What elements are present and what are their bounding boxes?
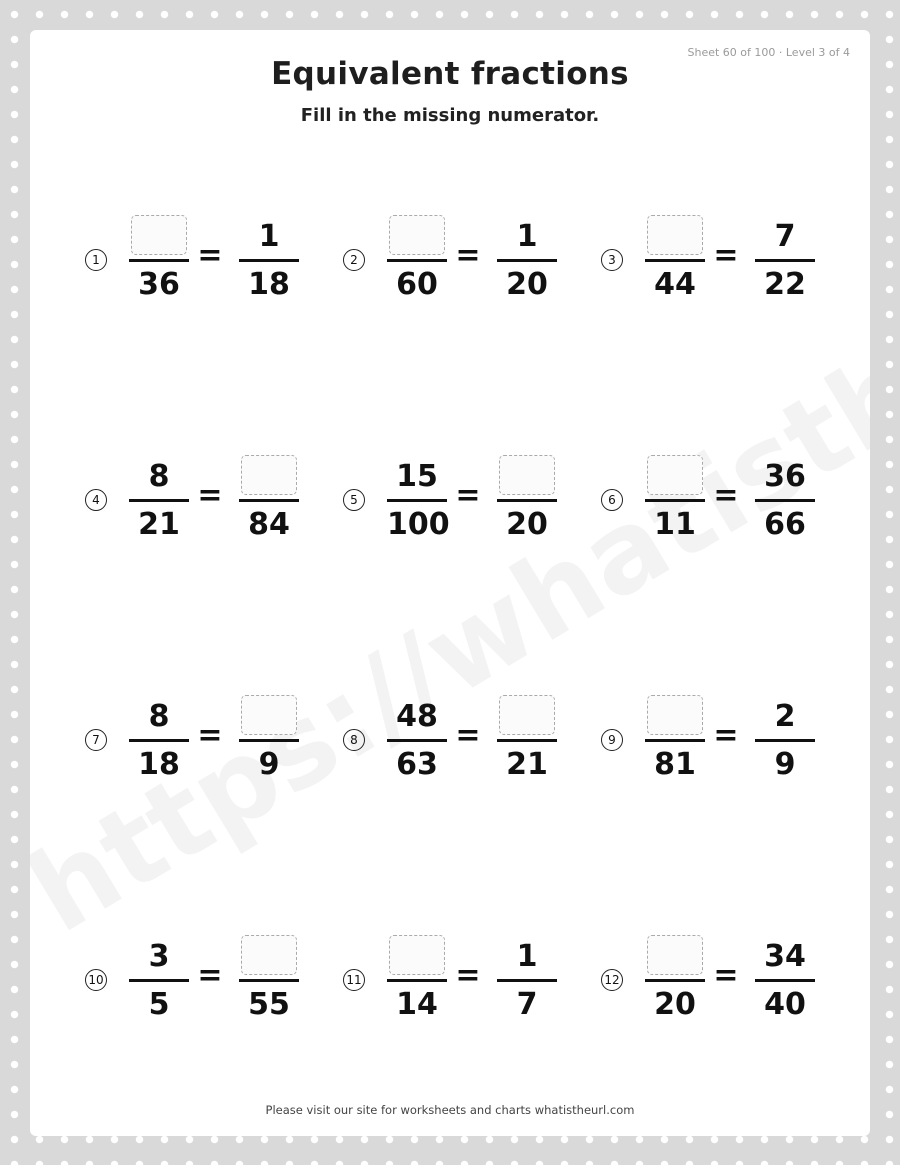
- denominator: 55: [248, 987, 290, 1022]
- right-fraction: [239, 450, 299, 550]
- numerator: 1: [516, 219, 538, 254]
- fraction-bar: [755, 259, 815, 262]
- answer-box[interactable]: [647, 455, 703, 495]
- left-fraction: [129, 690, 189, 790]
- fraction-bar: [497, 259, 557, 262]
- problem-7: [85, 690, 325, 790]
- problem-number: 7: [85, 729, 107, 751]
- denominator: 20: [506, 507, 548, 542]
- fraction-bar: [129, 499, 189, 502]
- problem-number: 12: [601, 969, 623, 991]
- problem-number: 4: [85, 489, 107, 511]
- denominator: 18: [248, 267, 290, 302]
- denominator: 20: [506, 267, 548, 302]
- denominator: 21: [138, 507, 180, 542]
- equals-sign: =: [455, 478, 481, 513]
- denominator: 84: [248, 507, 290, 542]
- fraction-bar: [755, 979, 815, 982]
- equals-sign: =: [713, 718, 739, 753]
- equals-sign: =: [713, 238, 739, 273]
- fraction-bar: [645, 739, 705, 742]
- denominator: 9: [258, 747, 280, 782]
- answer-box[interactable]: [389, 215, 445, 255]
- equals-sign: =: [197, 478, 223, 513]
- left-fraction: [645, 930, 705, 1030]
- denominator: 5: [148, 987, 170, 1022]
- footer-text: Please visit our site for worksheets and charts whatistheurl.com: [265, 1103, 635, 1117]
- left-fraction: [645, 690, 705, 790]
- numerator: 8: [148, 699, 170, 734]
- numerator: 15: [396, 459, 438, 494]
- fraction-bar: [645, 979, 705, 982]
- denominator: 14: [396, 987, 438, 1022]
- answer-box[interactable]: [647, 215, 703, 255]
- sheet-info: Sheet 60 of 100 · Level 3 of 4: [687, 46, 850, 59]
- right-fraction: [497, 210, 557, 310]
- fraction-bar: [239, 499, 299, 502]
- right-fraction: [755, 690, 815, 790]
- denominator: 20: [654, 987, 696, 1022]
- fraction-bar: [239, 259, 299, 262]
- fraction-bar: [129, 259, 189, 262]
- numerator: 2: [774, 699, 796, 734]
- answer-box[interactable]: [241, 935, 297, 975]
- problem-6: [601, 450, 841, 550]
- equals-sign: =: [197, 718, 223, 753]
- numerator: 34: [764, 939, 806, 974]
- denominator: 60: [396, 267, 438, 302]
- problem-number: 6: [601, 489, 623, 511]
- equals-sign: =: [713, 958, 739, 993]
- equals-sign: =: [197, 238, 223, 273]
- fraction-bar: [387, 739, 447, 742]
- denominator: 81: [654, 747, 696, 782]
- denominator: 22: [764, 267, 806, 302]
- worksheet-page: [30, 30, 870, 1136]
- answer-box[interactable]: [647, 695, 703, 735]
- problem-1: [85, 210, 325, 310]
- right-fraction: [755, 930, 815, 1030]
- right-fraction: [497, 450, 557, 550]
- answer-box[interactable]: [499, 695, 555, 735]
- equals-sign: =: [713, 478, 739, 513]
- page-title: Equivalent fractions: [271, 56, 629, 92]
- problem-8: [343, 690, 583, 790]
- left-fraction: [129, 450, 189, 550]
- problem-number: 9: [601, 729, 623, 751]
- fraction-bar: [129, 739, 189, 742]
- left-fraction: [387, 930, 447, 1030]
- numerator: 36: [764, 459, 806, 494]
- fraction-bar: [755, 499, 815, 502]
- denominator: 9: [774, 747, 796, 782]
- watermark: [30, 332, 870, 958]
- denominator: 40: [764, 987, 806, 1022]
- problem-number: 11: [343, 969, 365, 991]
- problem-number: 10: [85, 969, 107, 991]
- problem-number: 3: [601, 249, 623, 271]
- left-fraction: [129, 930, 189, 1030]
- problem-number: 1: [85, 249, 107, 271]
- right-fraction: [755, 210, 815, 310]
- left-fraction: [129, 210, 189, 310]
- problem-12: [601, 930, 841, 1030]
- instructions: Fill in the missing numerator.: [300, 105, 600, 126]
- denominator: 21: [506, 747, 548, 782]
- numerator: 1: [516, 939, 538, 974]
- problem-5: [343, 450, 583, 550]
- problem-4: [85, 450, 325, 550]
- numerator: 48: [396, 699, 438, 734]
- fraction-bar: [239, 739, 299, 742]
- denominator: 66: [764, 507, 806, 542]
- fraction-bar: [239, 979, 299, 982]
- right-fraction: [239, 690, 299, 790]
- equals-sign: =: [455, 238, 481, 273]
- answer-box[interactable]: [647, 935, 703, 975]
- left-fraction: [387, 210, 447, 310]
- fraction-bar: [755, 739, 815, 742]
- fraction-bar: [497, 499, 557, 502]
- problem-2: [343, 210, 583, 310]
- right-fraction: [497, 690, 557, 790]
- denominator: 18: [138, 747, 180, 782]
- denominator: 36: [138, 267, 180, 302]
- problem-number: 5: [343, 489, 365, 511]
- numerator: 3: [148, 939, 170, 974]
- answer-box[interactable]: [389, 935, 445, 975]
- problem-number: 2: [343, 249, 365, 271]
- right-fraction: [497, 930, 557, 1030]
- right-fraction: [239, 930, 299, 1030]
- fraction-bar: [645, 499, 705, 502]
- fraction-bar: [387, 979, 447, 982]
- equals-sign: =: [455, 958, 481, 993]
- numerator: 1: [258, 219, 280, 254]
- fraction-bar: [129, 979, 189, 982]
- problem-3: [601, 210, 841, 310]
- denominator: 100: [387, 507, 450, 542]
- denominator: 63: [396, 747, 438, 782]
- left-fraction: [387, 450, 450, 550]
- left-fraction: [645, 450, 705, 550]
- problem-9: [601, 690, 841, 790]
- problem-11: [343, 930, 583, 1030]
- left-fraction: [645, 210, 705, 310]
- fraction-bar: [387, 259, 447, 262]
- right-fraction: [239, 210, 299, 310]
- numerator: 8: [148, 459, 170, 494]
- right-fraction: [755, 450, 815, 550]
- answer-box[interactable]: [499, 455, 555, 495]
- fraction-bar: [645, 259, 705, 262]
- answer-box[interactable]: [131, 215, 187, 255]
- equals-sign: =: [455, 718, 481, 753]
- fraction-bar: [497, 979, 557, 982]
- fraction-bar: [387, 499, 447, 502]
- numerator: 7: [774, 219, 796, 254]
- equals-sign: =: [197, 958, 223, 993]
- problem-number: 8: [343, 729, 365, 751]
- denominator: 44: [654, 267, 696, 302]
- denominator: 11: [654, 507, 696, 542]
- problem-10: [85, 930, 325, 1030]
- answer-box[interactable]: [241, 695, 297, 735]
- denominator: 7: [516, 987, 538, 1022]
- answer-box[interactable]: [241, 455, 297, 495]
- fraction-bar: [497, 739, 557, 742]
- left-fraction: [387, 690, 447, 790]
